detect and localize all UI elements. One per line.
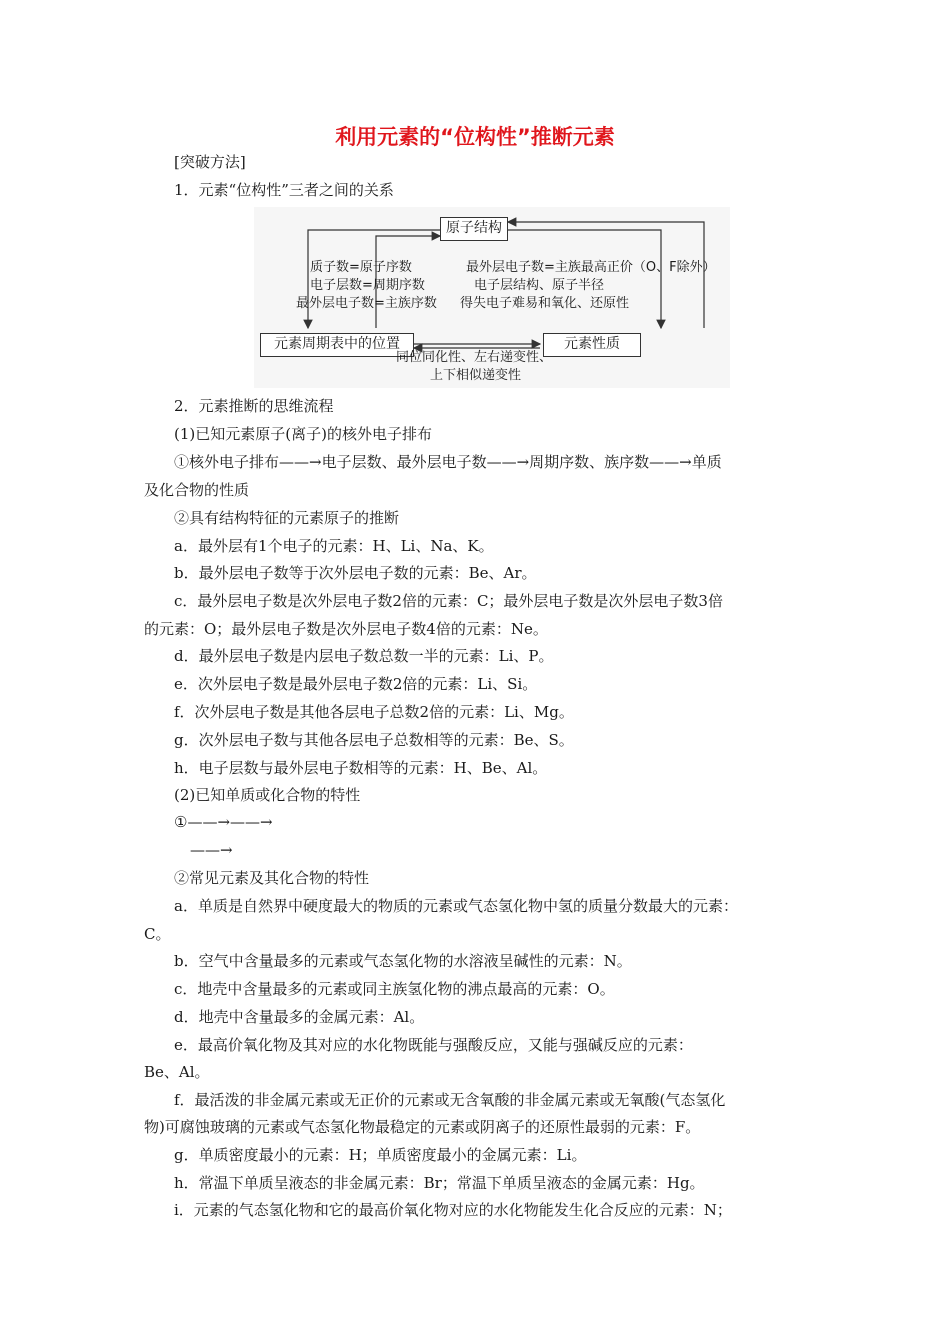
right-relation-2: 电子层结构、原子半径 <box>474 278 605 293</box>
rule-2d: d．地壳中含量最多的金属元素：Al。 <box>174 1008 425 1026</box>
subsection-1: (1)已知元素原子(离子)的核外电子排布 <box>174 425 432 443</box>
flow-1-line-2: 及化合物的性质 <box>144 481 250 499</box>
rule-1a: a．最外层有1个电子的元素：H、Li、Na、K。 <box>174 537 494 555</box>
left-relation-3: 最外层电子数=主族序数 <box>296 296 437 311</box>
left-relation-1: 质子数=原子序数 <box>310 260 412 275</box>
rule-2h: h．常温下单质呈液态的非金属元素：Br；常温下单质呈液态的金属元素：Hg。 <box>174 1174 705 1192</box>
bottom-relation-1: 同位同化性、左右递变性、 <box>396 350 553 365</box>
subsection-1-2: ②具有结构特征的元素原子的推断 <box>174 509 400 527</box>
subsection-2: (2)已知单质或化合物的特性 <box>174 786 361 804</box>
rule-2f-line-2: 物)可腐蚀玻璃的元素或气态氢化物最稳定的元素或阴离子的还原性最弱的元素：F。 <box>144 1118 701 1136</box>
rule-2e-line-1: e．最高价氧化物及其对应的水化物既能与强酸反应，又能与强碱反应的元素： <box>174 1036 693 1054</box>
rule-1d: d．最外层电子数是内层电子数总数一半的元素：Li、P。 <box>174 647 554 665</box>
rule-1h: h．电子层数与最外层电子数相等的元素：H、Be、Al。 <box>174 759 548 777</box>
box-atomic-structure: 原子结构 <box>440 217 508 241</box>
rule-2a-line-1: a．单质是自然界中硬度最大的物质的元素或气态氢化物中氢的质量分数最大的元素： <box>174 897 738 915</box>
page-title: 利用元素的“位构性”推断元素 <box>335 125 615 149</box>
section-heading: [突破方法] <box>174 153 246 171</box>
rule-2b: b．空气中含量最多的元素或气态氢化物的水溶液呈碱性的元素：N。 <box>174 952 632 970</box>
box-element-property: 元素性质 <box>543 333 641 357</box>
rule-1b: b．最外层电子数等于次外层电子数的元素：Be、Ar。 <box>174 564 537 582</box>
rule-1c-line-1: c．最外层电子数是次外层电子数2倍的元素：C；最外层电子数是次外层电子数3倍 <box>174 592 723 610</box>
rule-2a-line-2: C。 <box>144 925 171 943</box>
left-relation-2: 电子层数=周期序数 <box>310 278 425 293</box>
rule-2c: c．地壳中含量最多的元素或同主族氢化物的沸点最高的元素：O。 <box>174 980 615 998</box>
bottom-relation-2: 上下相似递变性 <box>430 368 522 383</box>
rule-1c-line-2: 的元素：O；最外层电子数是次外层电子数4倍的元素：Ne。 <box>144 620 548 638</box>
flow-2-line-2: ——→ <box>190 841 233 859</box>
right-relation-1: 最外层电子数=主族最高正价（O、F除外） <box>466 260 716 275</box>
item-2-heading: 2．元素推断的思维流程 <box>174 397 334 415</box>
right-relation-3: 得失电子难易和氧化、还原性 <box>460 296 630 311</box>
rule-1f: f．次外层电子数是其他各层电子总数2倍的元素：Li、Mg。 <box>174 703 574 721</box>
relationship-diagram <box>254 207 730 388</box>
flow-2-line-1: ①——→——→ <box>174 813 273 831</box>
subsection-2-2: ②常见元素及其化合物的特性 <box>174 869 370 887</box>
item-1-heading: 1．元素“位构性”三者之间的关系 <box>174 181 394 199</box>
rule-1e: e．次外层电子数是最外层电子数2倍的元素：Li、Si。 <box>174 675 538 693</box>
box-periodic-position: 元素周期表中的位置 <box>260 333 414 357</box>
rule-1g: g．次外层电子数与其他各层电子总数相等的元素：Be、S。 <box>174 731 574 749</box>
rule-2f-line-1: f．最活泼的非金属元素或无正价的元素或无含氧酸的非金属元素或无氧酸(气态氢化 <box>174 1091 726 1109</box>
flow-1-line-1: ①核外电子排布——→电子层数、最外层电子数——→周期序数、族序数——→单质 <box>174 453 722 471</box>
rule-2i: i．元素的气态氢化物和它的最高价氧化物对应的水化物能发生化合反应的元素：N； <box>174 1201 732 1219</box>
rule-2g: g．单质密度最小的元素：H；单质密度最小的金属元素：Li。 <box>174 1146 587 1164</box>
rule-2e-line-2: Be、Al。 <box>144 1063 210 1081</box>
